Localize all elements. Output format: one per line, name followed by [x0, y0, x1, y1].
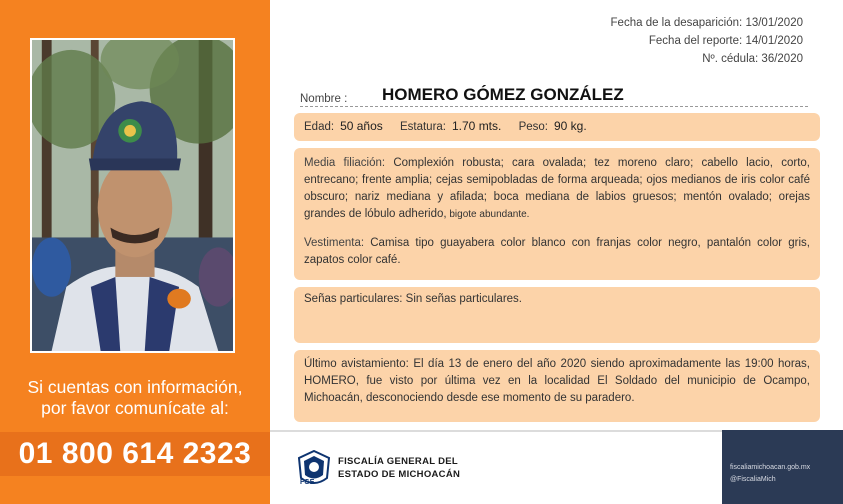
fiscalia-name — [338, 455, 460, 481]
contact-message — [0, 377, 270, 419]
fecha-desaparicion-row — [611, 14, 803, 32]
senas-label: Señas particulares: — [304, 293, 403, 305]
website-link[interactable]: fiscaliamichoacan.gob.mx — [730, 464, 811, 471]
fiscalia-line-1: FISCALÍA GENERAL DEL — [338, 456, 459, 467]
phone-number[interactable]: 01 800 614 2323 — [0, 432, 270, 476]
cedula-value: 36/2020 — [761, 53, 803, 65]
media-filiacion-text: Complexión robusta; cara ovalada; tez moreno claro; cabello lacio, corto, entrecano; frente amplia; cejas semipobladas de forma arqueada; ojos medianos de iris color café obscuro; nariz mediana y afilada; boca mediana de labios gruesos; mentón ovalado; orejas grandes de lóbulo adherido, — [304, 157, 810, 220]
left-panel — [0, 0, 270, 504]
nombre-label: Nombre : — [300, 93, 348, 105]
cedula-row — [611, 50, 803, 68]
media-filiacion-box — [294, 148, 820, 280]
fiscalia-line-2: ESTADO DE MICHOACÁN — [338, 469, 461, 480]
edad-label: Edad: — [304, 121, 335, 133]
media-filiacion-extra: bigote abundante. — [446, 209, 530, 220]
fecha-desaparicion-value: 13/01/2020 — [745, 17, 803, 29]
vestimenta-text: Camisa tipo guayabera color blanco con franjas color negro, pantalón color gris, zapatos color café. — [304, 237, 810, 266]
fecha-reporte-row — [611, 32, 803, 50]
media-filiacion-label: Media filiación: — [304, 157, 386, 169]
fecha-reporte-value: 14/01/2020 — [745, 35, 803, 47]
fecha-desaparicion-label: Fecha de la desaparición: — [610, 17, 743, 29]
ultimo-text: El día 13 de enero del año 2020 siendo aproximadamente las 19:00 horas, HOMERO, fue visto por última vez en la localidad El Soldado del municipio de Ocampo, Michoacán, desconociendo desde ese momento de su paradero. — [304, 358, 810, 404]
social-handle[interactable]: @FiscaliaMich — [730, 476, 776, 483]
senas-particulares-box — [294, 287, 820, 343]
ultimo-avistamiento-box — [294, 350, 820, 422]
logo-caption: FGE — [300, 479, 315, 486]
senas-value: Sin señas particulares. — [402, 293, 522, 305]
ultimo-label: Último avistamiento: — [304, 358, 409, 370]
cedula-label: Nº. cédula: — [702, 53, 759, 65]
estatura-label: Estatura: — [399, 121, 446, 133]
edad-value: 50 años — [340, 119, 383, 133]
peso-value: 90 kg. — [553, 119, 587, 133]
contact-line-1: Si cuentas con información, — [27, 377, 243, 397]
social-box — [722, 430, 843, 504]
physical-stats-box — [294, 113, 820, 141]
report-metadata — [611, 14, 803, 68]
person-figure — [32, 40, 233, 351]
contact-line-2: por favor comunícate al: — [41, 398, 229, 418]
peso-label: Peso: — [518, 121, 548, 133]
nombre-value: HOMERO GÓMEZ GONZÁLEZ — [382, 85, 624, 104]
estatura-value: 1.70 mts. — [452, 119, 502, 133]
media-filiacion-paragraph — [304, 155, 810, 223]
nombre-row — [300, 85, 808, 107]
fecha-reporte-label: Fecha del reporte: — [648, 35, 743, 47]
missing-person-photo — [30, 38, 235, 353]
vestimenta-paragraph — [304, 235, 810, 269]
vestimenta-label: Vestimenta: — [304, 237, 365, 249]
